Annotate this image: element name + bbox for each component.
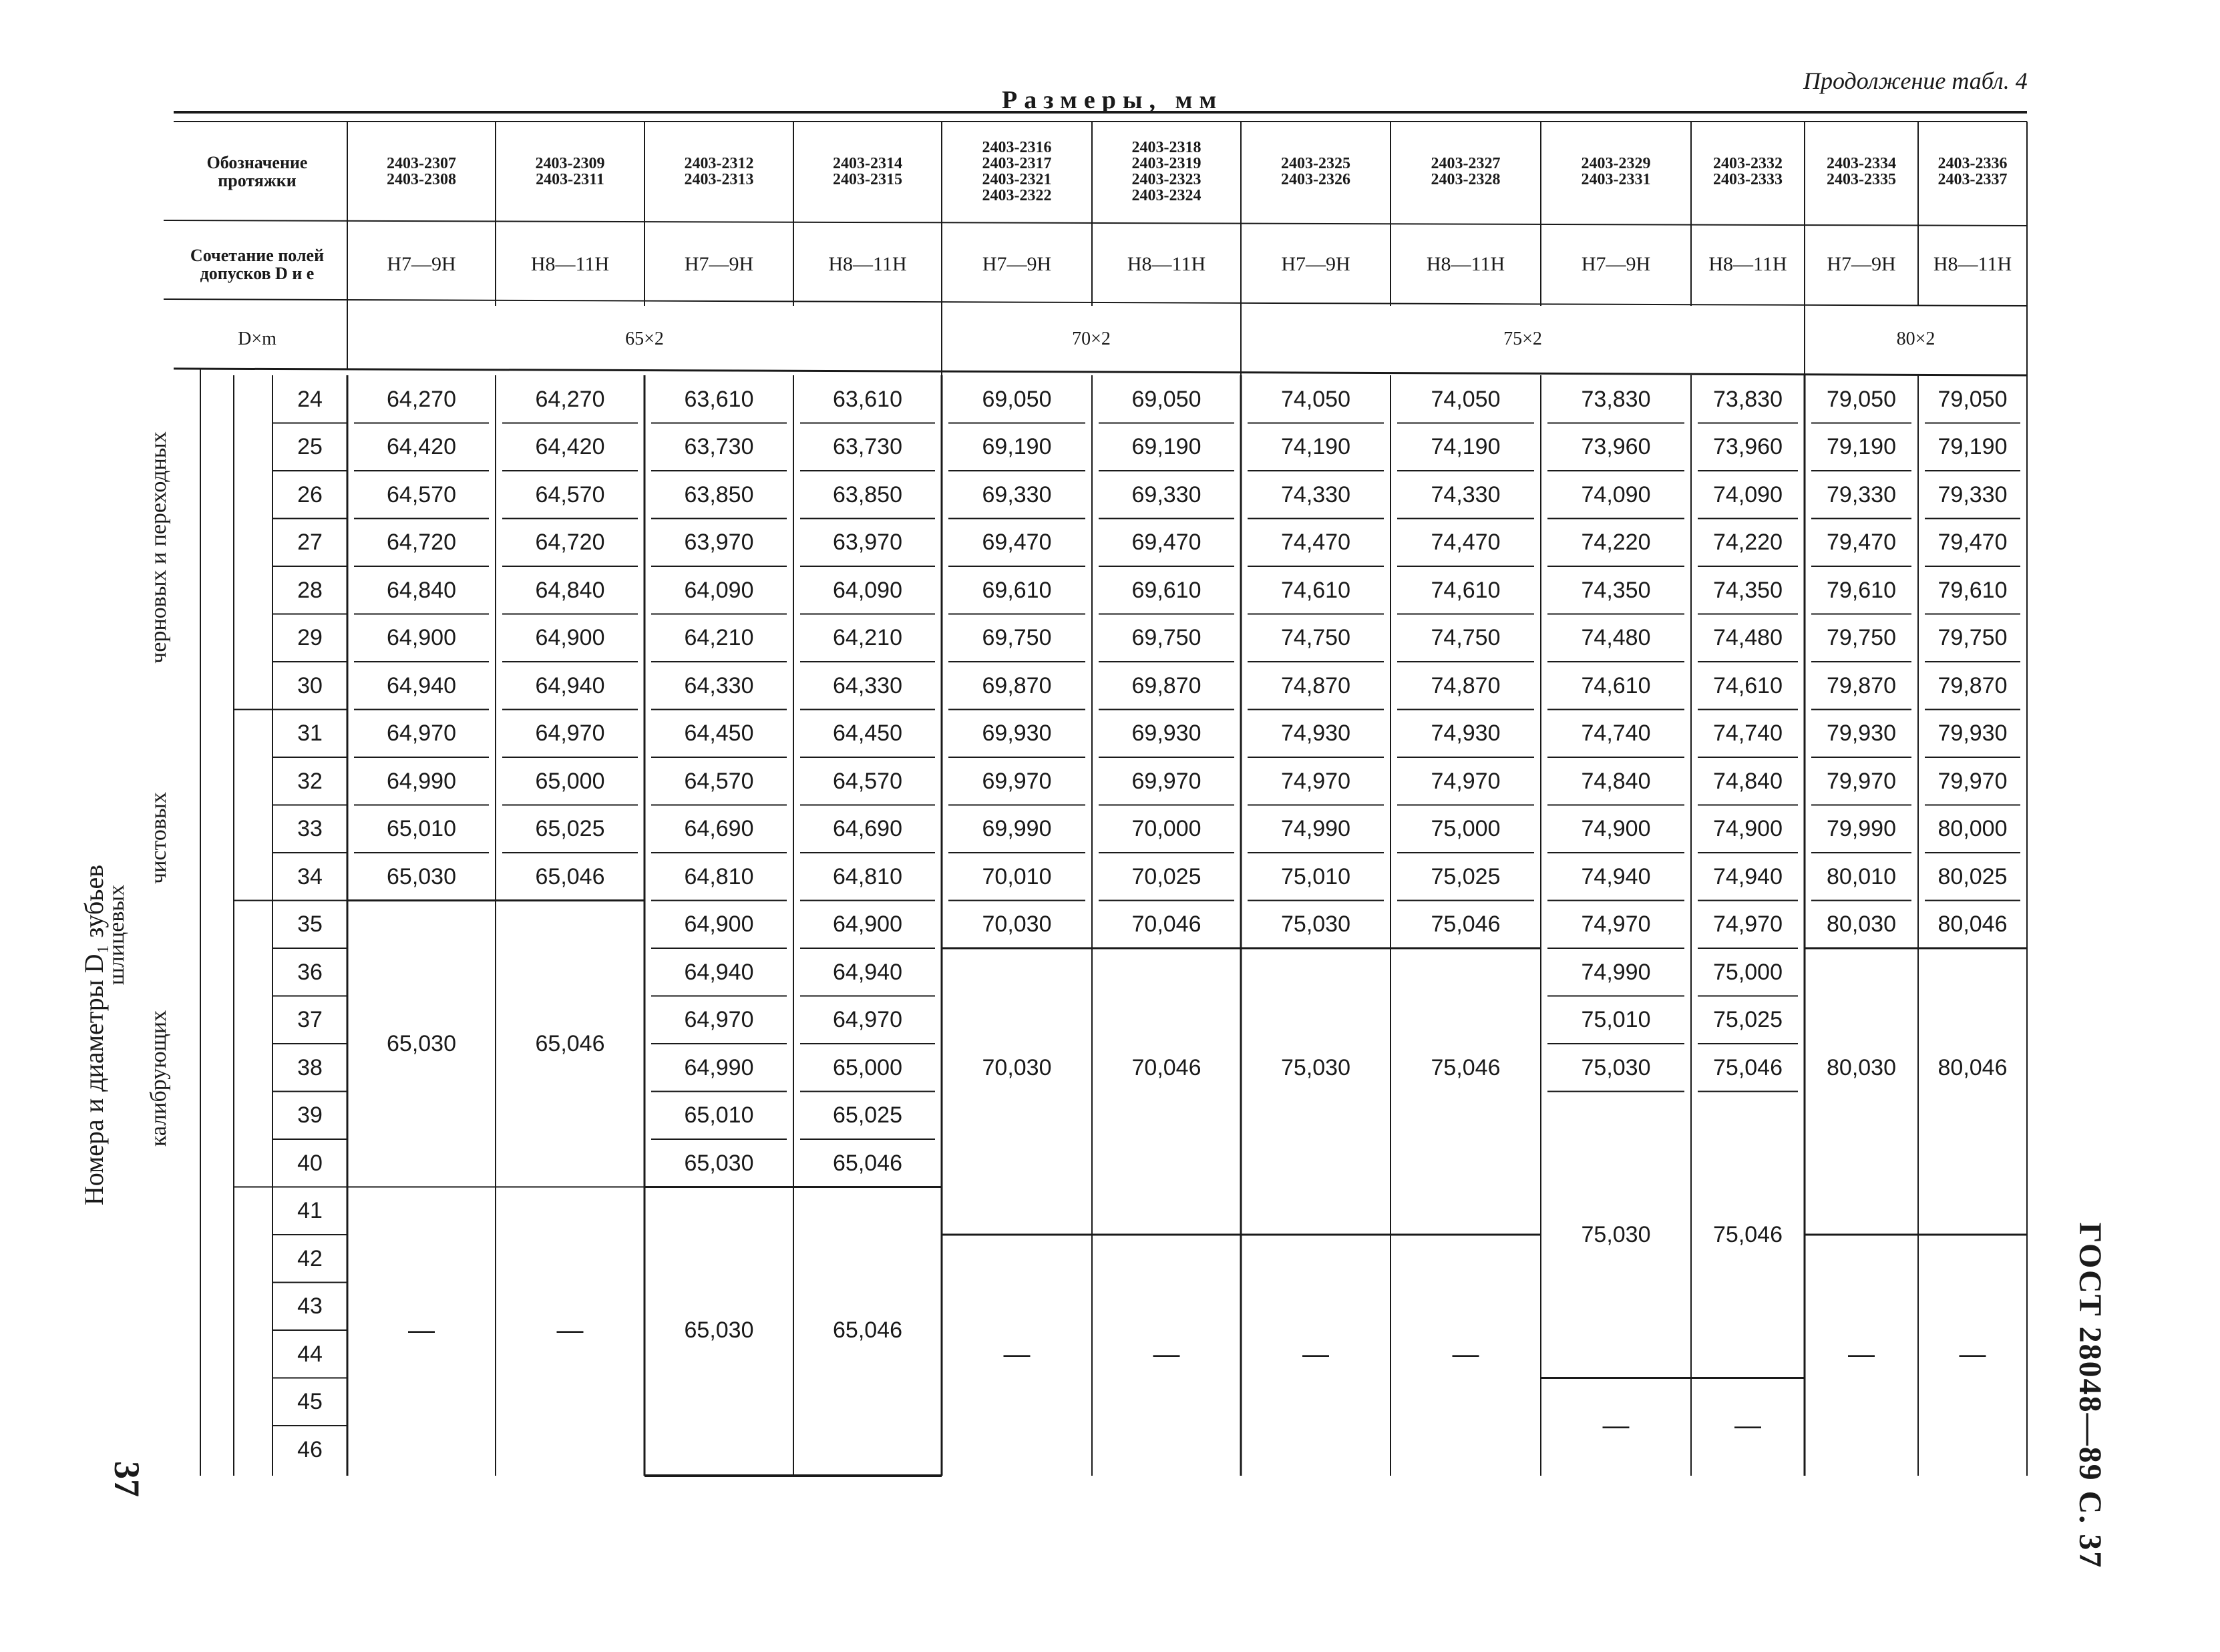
value-cell: 75,046 xyxy=(1431,911,1501,938)
merged-value-cell: 75,030 xyxy=(1581,1222,1651,1247)
value-cell: 75,010 xyxy=(1281,863,1350,889)
tooth-number: 34 xyxy=(297,863,323,889)
value-cell: 79,750 xyxy=(1937,625,2008,651)
value-cell: 74,970 xyxy=(1281,768,1350,794)
value-cell: 75,025 xyxy=(1713,1007,1783,1033)
value-cell: 69,190 xyxy=(1131,434,1201,460)
value-cell: 74,900 xyxy=(1713,816,1783,842)
tooth-number: 24 xyxy=(297,386,323,412)
value-cell: 64,450 xyxy=(684,720,754,747)
tooth-number: 39 xyxy=(297,1102,323,1128)
merged-value-cell: 70,046 xyxy=(1131,1054,1201,1080)
dash-cell: — xyxy=(1602,1411,1630,1440)
value-cell: 74,750 xyxy=(1431,625,1501,651)
value-cell: 79,470 xyxy=(1827,530,1896,556)
tooth-number: 33 xyxy=(297,816,323,842)
value-cell: 74,350 xyxy=(1713,577,1783,603)
value-cell: 64,970 xyxy=(684,1007,754,1033)
designation-cell: 2403-2318 2403-2319 2403-2323 2403-2324 xyxy=(1131,139,1201,204)
value-cell: 64,570 xyxy=(387,481,456,507)
value-cell: 74,610 xyxy=(1713,672,1783,698)
value-cell: 79,930 xyxy=(1827,720,1896,747)
value-cell: 79,970 xyxy=(1827,768,1896,794)
value-cell: 70,025 xyxy=(1131,863,1201,889)
value-cell: 74,970 xyxy=(1431,768,1501,794)
value-cell: 64,840 xyxy=(387,577,456,603)
value-cell: 69,750 xyxy=(1131,625,1201,651)
value-cell: 69,870 xyxy=(982,672,1052,698)
value-cell: 74,350 xyxy=(1581,577,1651,603)
value-cell: 80,000 xyxy=(1937,816,2008,842)
finishing-label: чистовых xyxy=(146,792,171,884)
value-cell: 79,330 xyxy=(1827,481,1896,507)
value-cell: 69,930 xyxy=(982,720,1052,747)
tolerance-cell: H7—9H xyxy=(684,253,754,275)
value-cell: 80,025 xyxy=(1937,863,2008,889)
value-cell: 64,900 xyxy=(535,625,605,651)
value-cell: 69,330 xyxy=(982,481,1052,507)
value-cell: 80,030 xyxy=(1827,911,1896,938)
tooth-number: 36 xyxy=(297,959,323,985)
tolerance-cell: H7—9H xyxy=(1581,253,1651,275)
value-cell: 74,940 xyxy=(1581,863,1651,889)
value-cell: 69,470 xyxy=(1131,530,1201,556)
value-cell: 74,750 xyxy=(1281,625,1350,651)
value-cell: 64,270 xyxy=(387,386,456,412)
value-cell: 74,330 xyxy=(1431,481,1501,507)
value-cell: 64,840 xyxy=(535,577,605,603)
value-cell: 73,830 xyxy=(1713,386,1783,412)
value-cell: 75,025 xyxy=(1431,863,1501,889)
dxm-group-cell: 70×2 xyxy=(1072,329,1111,349)
tooth-number: 46 xyxy=(297,1436,323,1462)
page-number: 37 xyxy=(107,1461,147,1497)
dxm-group-cell: 80×2 xyxy=(1896,329,1935,349)
tooth-number: 44 xyxy=(297,1341,323,1367)
designation-cell: 2403-2312 2403-2313 xyxy=(684,155,754,188)
dash-cell: — xyxy=(1734,1411,1761,1440)
calibrating-label: калибрующих xyxy=(146,1010,171,1147)
designation-header: Обозначение протяжки xyxy=(206,152,308,190)
value-cell: 64,990 xyxy=(387,768,456,794)
tooth-number: 40 xyxy=(297,1150,323,1176)
tooth-number: 32 xyxy=(297,768,323,794)
value-cell: 75,000 xyxy=(1713,959,1783,985)
value-cell: 65,030 xyxy=(684,1150,754,1176)
designation-cell: 2403-2327 2403-2328 xyxy=(1431,155,1501,188)
tooth-number: 30 xyxy=(297,672,323,698)
value-cell: 74,480 xyxy=(1581,625,1651,651)
value-cell: 64,570 xyxy=(684,768,754,794)
tooth-number: 31 xyxy=(297,720,323,747)
value-cell: 73,830 xyxy=(1581,386,1651,412)
value-cell: 63,850 xyxy=(684,481,754,507)
designation-cell: 2403-2334 2403-2335 xyxy=(1827,155,1896,188)
designation-cell: 2403-2325 2403-2326 xyxy=(1281,155,1350,188)
value-cell: 79,930 xyxy=(1937,720,2008,747)
merged-value-cell: 80,030 xyxy=(1827,1054,1896,1080)
value-cell: 79,190 xyxy=(1827,434,1896,460)
page-title: Размеры, мм xyxy=(1002,86,1224,114)
value-cell: 79,610 xyxy=(1827,577,1896,603)
value-cell: 74,330 xyxy=(1281,481,1350,507)
value-cell: 79,470 xyxy=(1937,530,2008,556)
roughing-label: черновых и переходных xyxy=(146,431,171,664)
tooth-number: 45 xyxy=(297,1389,323,1415)
tooth-number: 38 xyxy=(297,1054,323,1080)
value-cell: 69,930 xyxy=(1131,720,1201,747)
merged-value-cell: 65,030 xyxy=(684,1317,754,1343)
tooth-number: 41 xyxy=(297,1198,323,1224)
value-cell: 64,970 xyxy=(535,720,605,747)
value-cell: 74,740 xyxy=(1581,720,1651,747)
value-cell: 70,046 xyxy=(1131,911,1201,938)
tolerance-header: Сочетание полей допусков D и e xyxy=(190,245,325,283)
designation-cell: 2403-2316 2403-2317 2403-2321 2403-2322 xyxy=(982,139,1052,204)
value-cell: 70,010 xyxy=(982,863,1052,889)
value-cell: 69,330 xyxy=(1131,481,1201,507)
tooth-number: 35 xyxy=(297,911,323,938)
dash-cell: — xyxy=(1959,1339,1986,1369)
value-cell: 69,610 xyxy=(982,577,1052,603)
standard-label: ГОСТ 28048—89 С. 37 xyxy=(2072,1222,2108,1569)
value-cell: 69,470 xyxy=(982,530,1052,556)
value-cell: 74,090 xyxy=(1581,481,1651,507)
tolerance-cell: H8—11H xyxy=(1426,253,1505,275)
value-cell: 79,190 xyxy=(1937,434,2008,460)
value-cell: 64,940 xyxy=(684,959,754,985)
value-cell: 65,010 xyxy=(684,1102,754,1128)
dxm-header: D×m xyxy=(238,329,276,349)
value-cell: 64,720 xyxy=(387,530,456,556)
value-cell: 64,900 xyxy=(684,911,754,938)
value-cell: 74,470 xyxy=(1281,530,1350,556)
tolerance-cell: H8—11H xyxy=(1933,253,2012,275)
value-cell: 64,990 xyxy=(684,1054,754,1080)
value-cell: 64,330 xyxy=(684,672,754,698)
value-cell: 64,690 xyxy=(684,816,754,842)
value-cell: 64,210 xyxy=(684,625,754,651)
value-cell: 64,720 xyxy=(535,530,605,556)
value-cell: 74,930 xyxy=(1431,720,1501,747)
merged-value-cell: 65,030 xyxy=(387,1031,456,1056)
merged-value-cell: 75,046 xyxy=(1431,1054,1501,1080)
value-cell: 75,010 xyxy=(1581,1007,1651,1033)
value-cell: 64,810 xyxy=(833,863,902,889)
tolerance-cell: H8—11H xyxy=(828,253,907,275)
value-cell: 64,210 xyxy=(833,625,902,651)
value-cell: 64,570 xyxy=(535,481,605,507)
value-cell: 65,025 xyxy=(535,816,605,842)
value-cell: 79,870 xyxy=(1827,672,1896,698)
continuation-label: Продолжение табл. 4 xyxy=(1803,67,2028,94)
value-cell: 64,330 xyxy=(833,672,902,698)
value-cell: 79,330 xyxy=(1937,481,2008,507)
value-cell: 80,010 xyxy=(1827,863,1896,889)
value-cell: 74,840 xyxy=(1581,768,1651,794)
value-cell: 74,610 xyxy=(1581,672,1651,698)
value-cell: 69,050 xyxy=(982,386,1052,412)
splined-label: шлицевых xyxy=(104,884,129,986)
value-cell: 74,480 xyxy=(1713,625,1783,651)
value-cell: 64,940 xyxy=(387,672,456,698)
value-cell: 64,810 xyxy=(684,863,754,889)
value-cell: 69,750 xyxy=(982,625,1052,651)
value-cell: 74,930 xyxy=(1281,720,1350,747)
dash-cell: — xyxy=(1452,1339,1479,1369)
designation-cell: 2403-2336 2403-2337 xyxy=(1937,155,2008,188)
value-cell: 74,050 xyxy=(1431,386,1501,412)
value-cell: 74,840 xyxy=(1713,768,1783,794)
designation-cell: 2403-2309 2403-2311 xyxy=(535,155,605,188)
value-cell: 74,470 xyxy=(1431,530,1501,556)
teeth-side-label: Номера и диаметры D₁ зубьев xyxy=(78,864,109,1206)
merged-value-cell: 70,030 xyxy=(982,1054,1052,1080)
value-cell: 65,046 xyxy=(535,863,605,889)
value-cell: 63,970 xyxy=(684,530,754,556)
value-cell: 65,046 xyxy=(833,1150,902,1176)
value-cell: 64,900 xyxy=(833,911,902,938)
value-cell: 74,940 xyxy=(1713,863,1783,889)
value-cell: 74,610 xyxy=(1431,577,1501,603)
value-cell: 63,730 xyxy=(833,434,902,460)
value-cell: 74,190 xyxy=(1431,434,1501,460)
value-cell: 65,000 xyxy=(833,1054,902,1080)
tooth-number: 26 xyxy=(297,481,323,507)
value-cell: 63,610 xyxy=(833,386,902,412)
value-cell: 73,960 xyxy=(1581,434,1651,460)
value-cell: 64,420 xyxy=(535,434,605,460)
dash-cell: — xyxy=(408,1315,435,1345)
merged-value-cell: 75,030 xyxy=(1281,1054,1350,1080)
value-cell: 65,000 xyxy=(535,768,605,794)
value-cell: 74,190 xyxy=(1281,434,1350,460)
tooth-number: 37 xyxy=(297,1007,323,1033)
value-cell: 69,190 xyxy=(982,434,1052,460)
value-cell: 63,850 xyxy=(833,481,902,507)
value-cell: 64,090 xyxy=(833,577,902,603)
designation-cell: 2403-2314 2403-2315 xyxy=(833,155,902,188)
value-cell: 65,030 xyxy=(387,863,456,889)
value-cell: 64,900 xyxy=(387,625,456,651)
value-cell: 75,000 xyxy=(1431,816,1501,842)
value-cell: 80,046 xyxy=(1937,911,2008,938)
value-cell: 70,000 xyxy=(1131,816,1201,842)
value-cell: 65,010 xyxy=(387,816,456,842)
value-cell: 69,990 xyxy=(982,816,1052,842)
value-cell: 64,570 xyxy=(833,768,902,794)
dash-cell: — xyxy=(1003,1339,1031,1369)
value-cell: 74,970 xyxy=(1581,911,1651,938)
value-cell: 74,740 xyxy=(1713,720,1783,747)
value-cell: 64,940 xyxy=(535,672,605,698)
value-cell: 75,030 xyxy=(1281,911,1350,938)
value-cell: 69,870 xyxy=(1131,672,1201,698)
value-cell: 74,050 xyxy=(1281,386,1350,412)
value-cell: 64,970 xyxy=(387,720,456,747)
dash-cell: — xyxy=(1848,1339,1875,1369)
value-cell: 74,990 xyxy=(1281,816,1350,842)
tolerance-cell: H7—9H xyxy=(1827,253,1896,275)
value-cell: 74,900 xyxy=(1581,816,1651,842)
value-cell: 69,050 xyxy=(1131,386,1201,412)
tolerance-cell: H8—11H xyxy=(1127,253,1206,275)
value-cell: 63,730 xyxy=(684,434,754,460)
designation-cell: 2403-2332 2403-2333 xyxy=(1713,155,1783,188)
designation-cell: 2403-2329 2403-2331 xyxy=(1581,155,1651,188)
dxm-group-cell: 75×2 xyxy=(1503,329,1542,349)
tooth-number: 42 xyxy=(297,1245,323,1271)
tolerance-cell: H7—9H xyxy=(387,253,456,275)
merged-value-cell: 65,046 xyxy=(833,1317,902,1343)
value-cell: 73,960 xyxy=(1713,434,1783,460)
value-cell: 65,025 xyxy=(833,1102,902,1128)
value-cell: 64,690 xyxy=(833,816,902,842)
merged-value-cell: 65,046 xyxy=(535,1031,605,1056)
value-cell: 63,610 xyxy=(684,386,754,412)
value-cell: 64,090 xyxy=(684,577,754,603)
tooth-number: 25 xyxy=(297,434,323,460)
tolerance-cell: H8—11H xyxy=(1708,253,1787,275)
value-cell: 74,220 xyxy=(1581,530,1651,556)
designation-cell: 2403-2307 2403-2308 xyxy=(387,155,456,188)
value-cell: 79,870 xyxy=(1937,672,2008,698)
tolerance-cell: H8—11H xyxy=(530,253,610,275)
value-cell: 64,450 xyxy=(833,720,902,747)
tooth-number: 27 xyxy=(297,530,323,556)
tolerance-cell: H7—9H xyxy=(1281,253,1350,275)
value-cell: 69,970 xyxy=(1131,768,1201,794)
tooth-number: 43 xyxy=(297,1293,323,1319)
value-cell: 64,420 xyxy=(387,434,456,460)
tooth-number: 28 xyxy=(297,577,323,603)
value-cell: 74,870 xyxy=(1431,672,1501,698)
merged-value-cell: 75,046 xyxy=(1713,1222,1783,1247)
value-cell: 79,050 xyxy=(1937,386,2008,412)
value-cell: 74,970 xyxy=(1713,911,1783,938)
dash-cell: — xyxy=(1153,1339,1180,1369)
value-cell: 74,870 xyxy=(1281,672,1350,698)
value-cell: 74,090 xyxy=(1713,481,1783,507)
tooth-number: 29 xyxy=(297,625,323,651)
value-cell: 69,610 xyxy=(1131,577,1201,603)
value-cell: 75,030 xyxy=(1581,1054,1651,1080)
value-cell: 64,970 xyxy=(833,1007,902,1033)
value-cell: 74,220 xyxy=(1713,530,1783,556)
value-cell: 69,970 xyxy=(982,768,1052,794)
dash-cell: — xyxy=(556,1315,584,1345)
value-cell: 74,610 xyxy=(1281,577,1350,603)
merged-value-cell: 80,046 xyxy=(1937,1054,2008,1080)
dxm-group-cell: 65×2 xyxy=(625,329,664,349)
value-cell: 79,050 xyxy=(1827,386,1896,412)
tolerance-cell: H7—9H xyxy=(982,253,1052,275)
value-cell: 64,940 xyxy=(833,959,902,985)
dash-cell: — xyxy=(1302,1339,1329,1369)
value-cell: 63,970 xyxy=(833,530,902,556)
value-cell: 64,270 xyxy=(535,386,605,412)
value-cell: 70,030 xyxy=(982,911,1052,938)
value-cell: 79,610 xyxy=(1937,577,2008,603)
value-cell: 79,970 xyxy=(1937,768,2008,794)
value-cell: 75,046 xyxy=(1713,1054,1783,1080)
value-cell: 79,990 xyxy=(1827,816,1896,842)
value-cell: 74,990 xyxy=(1581,959,1651,985)
value-cell: 79,750 xyxy=(1827,625,1896,651)
